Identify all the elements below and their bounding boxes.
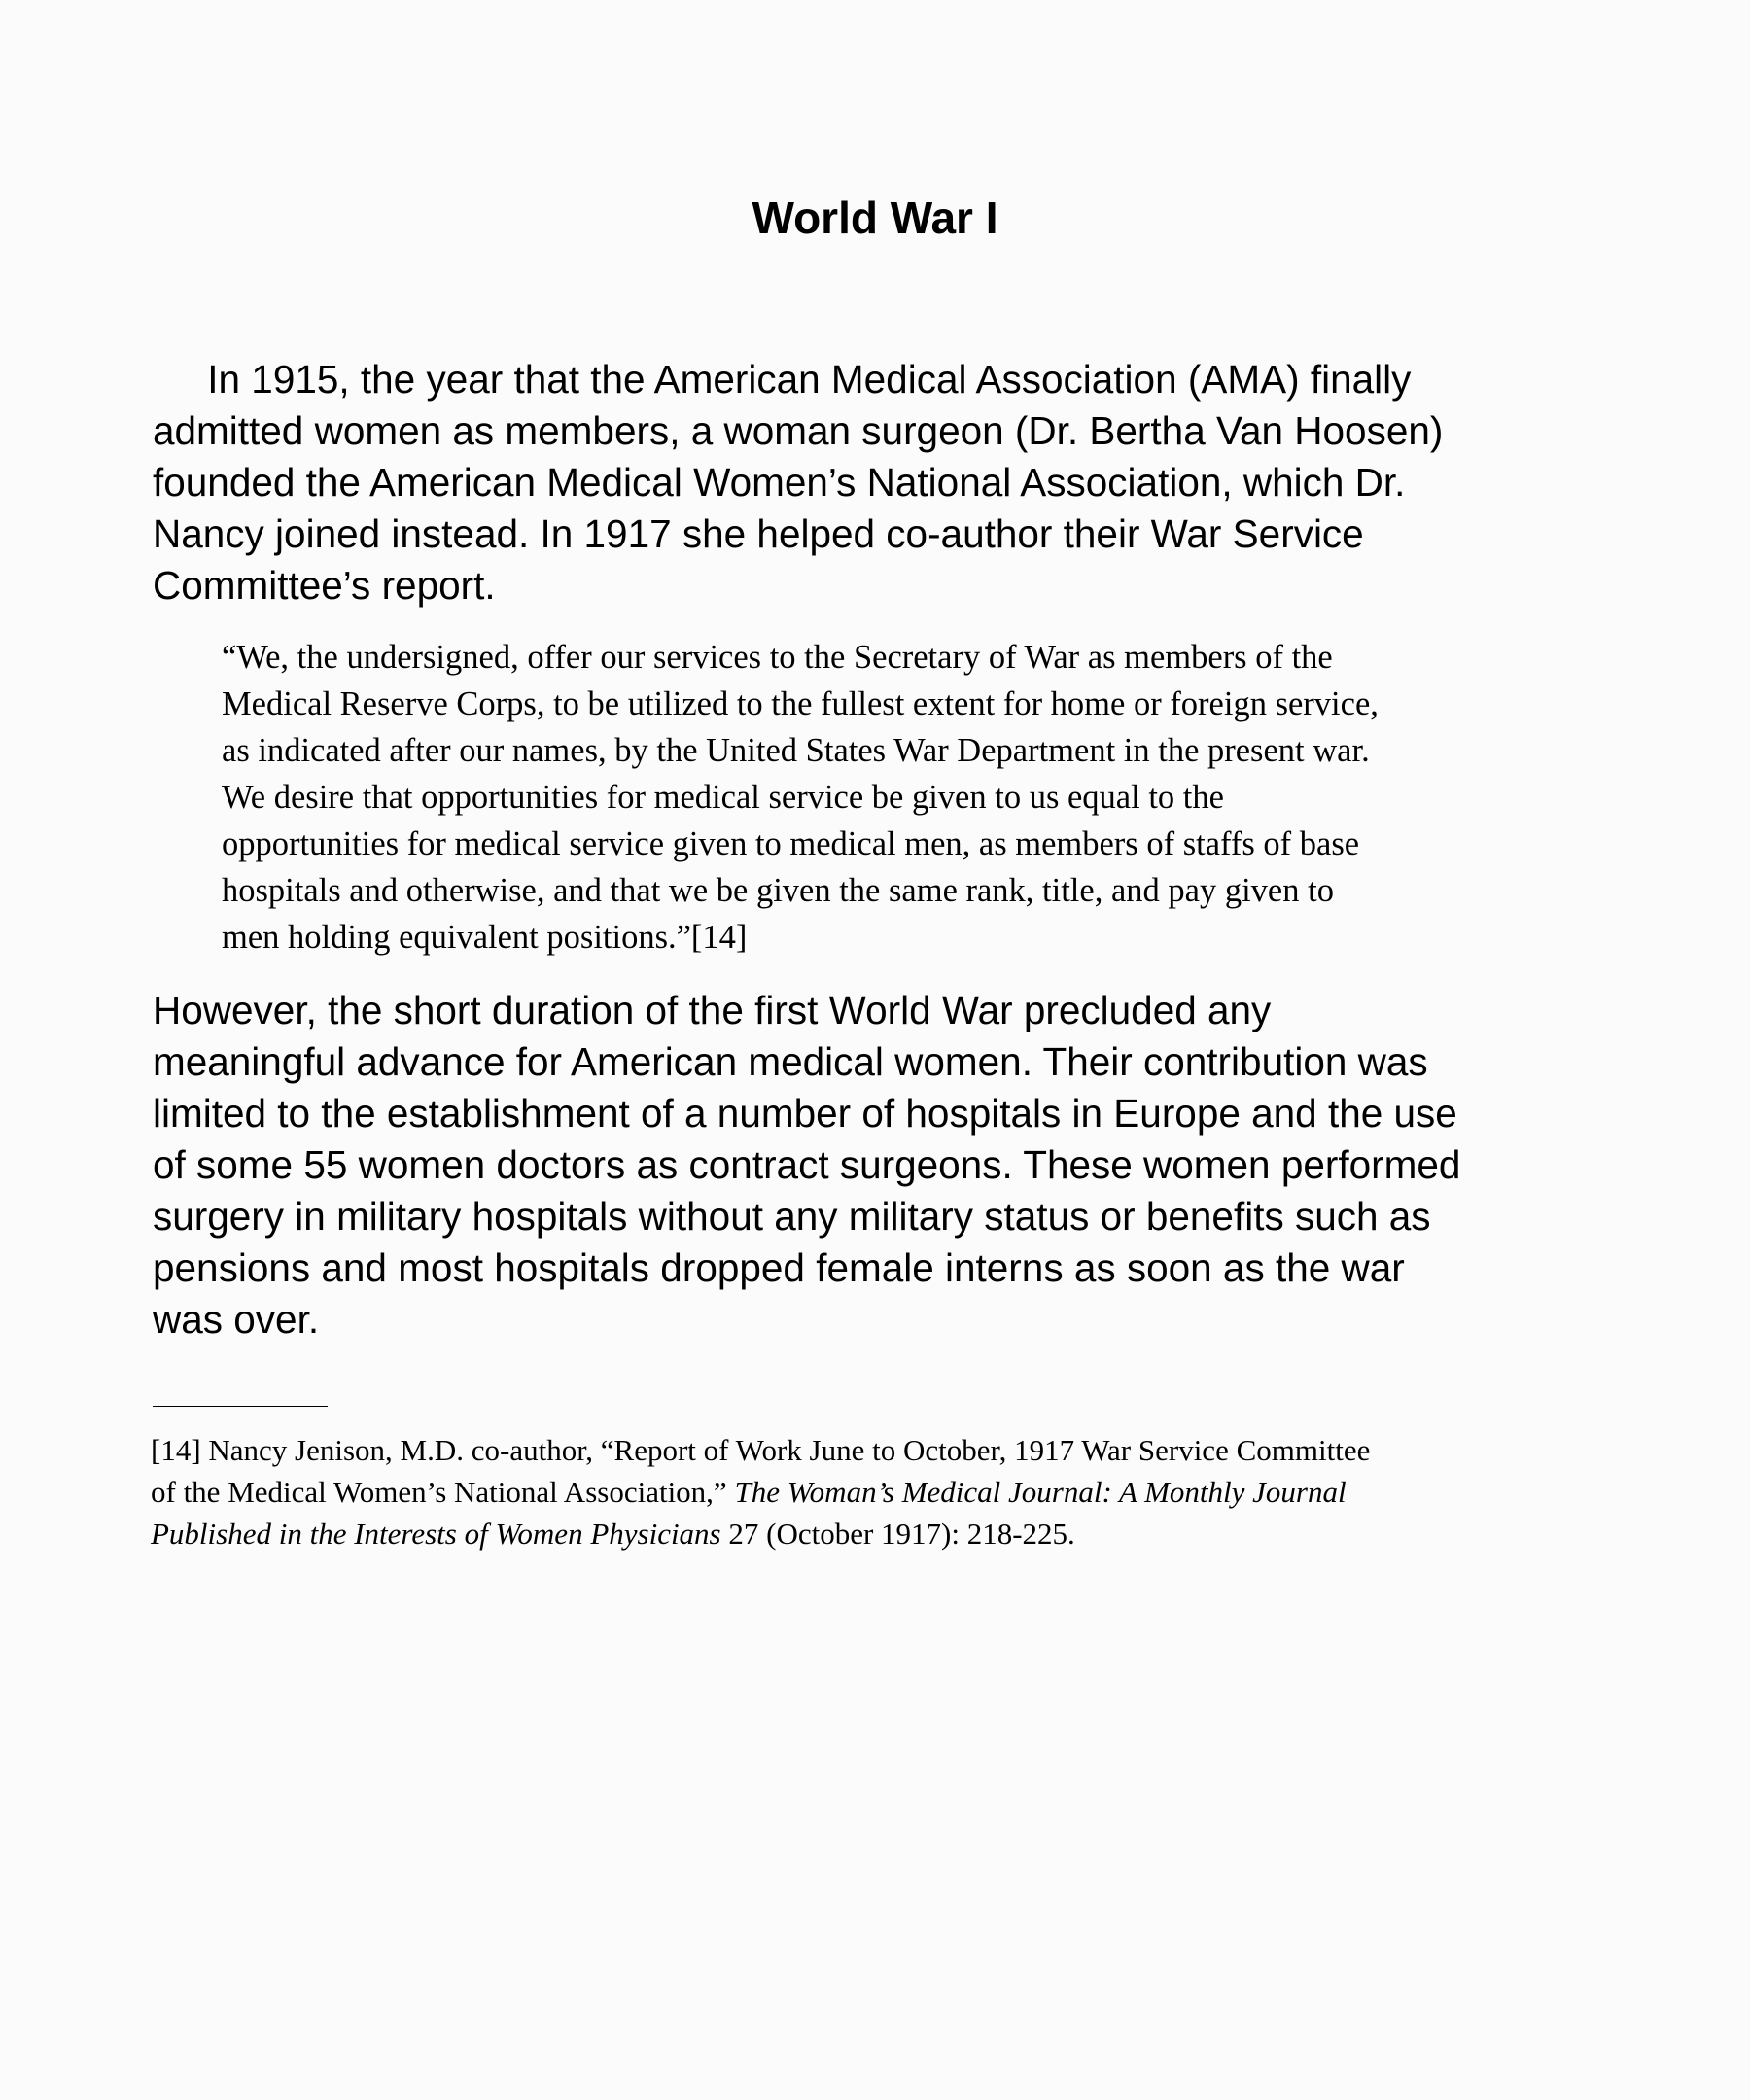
footnote-line-3: [151, 1513, 1667, 1555]
footnote-citation-details: 27 (October 1917): 218-225.: [720, 1517, 1075, 1551]
body-paragraph-conclusion: However, the short duration of the first World War precluded any meaningful advance for American medical women. Their contribution was limited to the establishment of a number of hospitals in Europe and the use of some 55 women doctors as contract surgeons. These women performed surgery in military hospitals without any military status or benefits such as pensions and most hospitals dropped female interns as soon as the war was over.: [153, 988, 1461, 1342]
page-title: World War I: [752, 192, 998, 243]
block-quote: “We, the undersigned, offer our services to the Secretary of War as members of the Medical Reserve Corps, to be utilized to the fullest extent for home or foreign service, as indicated after our names, by the United States War Department in the present war. We desire that opportunities for medical service be given to us equal to the opportunities for medical service given to medical men, as members of staffs of base hospitals and otherwise, and that we be given the same rank, title, and pay given to men holding equivalent positions.”[14]: [222, 639, 1379, 956]
body-paragraph-intro: In 1915, the year that the American Medical Association (AMA) finally admitted women as members, a woman surgeon (Dr. Bertha Van Hoosen) founded the American Medical Women’s National Association, which Dr. Nancy joined instead. In 1917 she helped co-author their War Service Committee’s report.: [153, 357, 1444, 608]
footnote: [151, 1429, 1667, 1555]
footnote-line-2: [151, 1471, 1667, 1513]
footnote-separator: [153, 1406, 328, 1407]
footnote-line-1: [14] Nancy Jenison, M.D. co-author, “Report of Work June to October, 1917 War Service Committee: [151, 1433, 1371, 1467]
footnote-journal-subtitle: Published in the Interests of Women Physicians: [151, 1517, 721, 1551]
footnote-publisher-text: of the Medical Women’s National Association,”: [151, 1475, 735, 1509]
footnote-journal-title: The Woman’s Medical Journal: A Monthly Journal: [734, 1475, 1347, 1509]
